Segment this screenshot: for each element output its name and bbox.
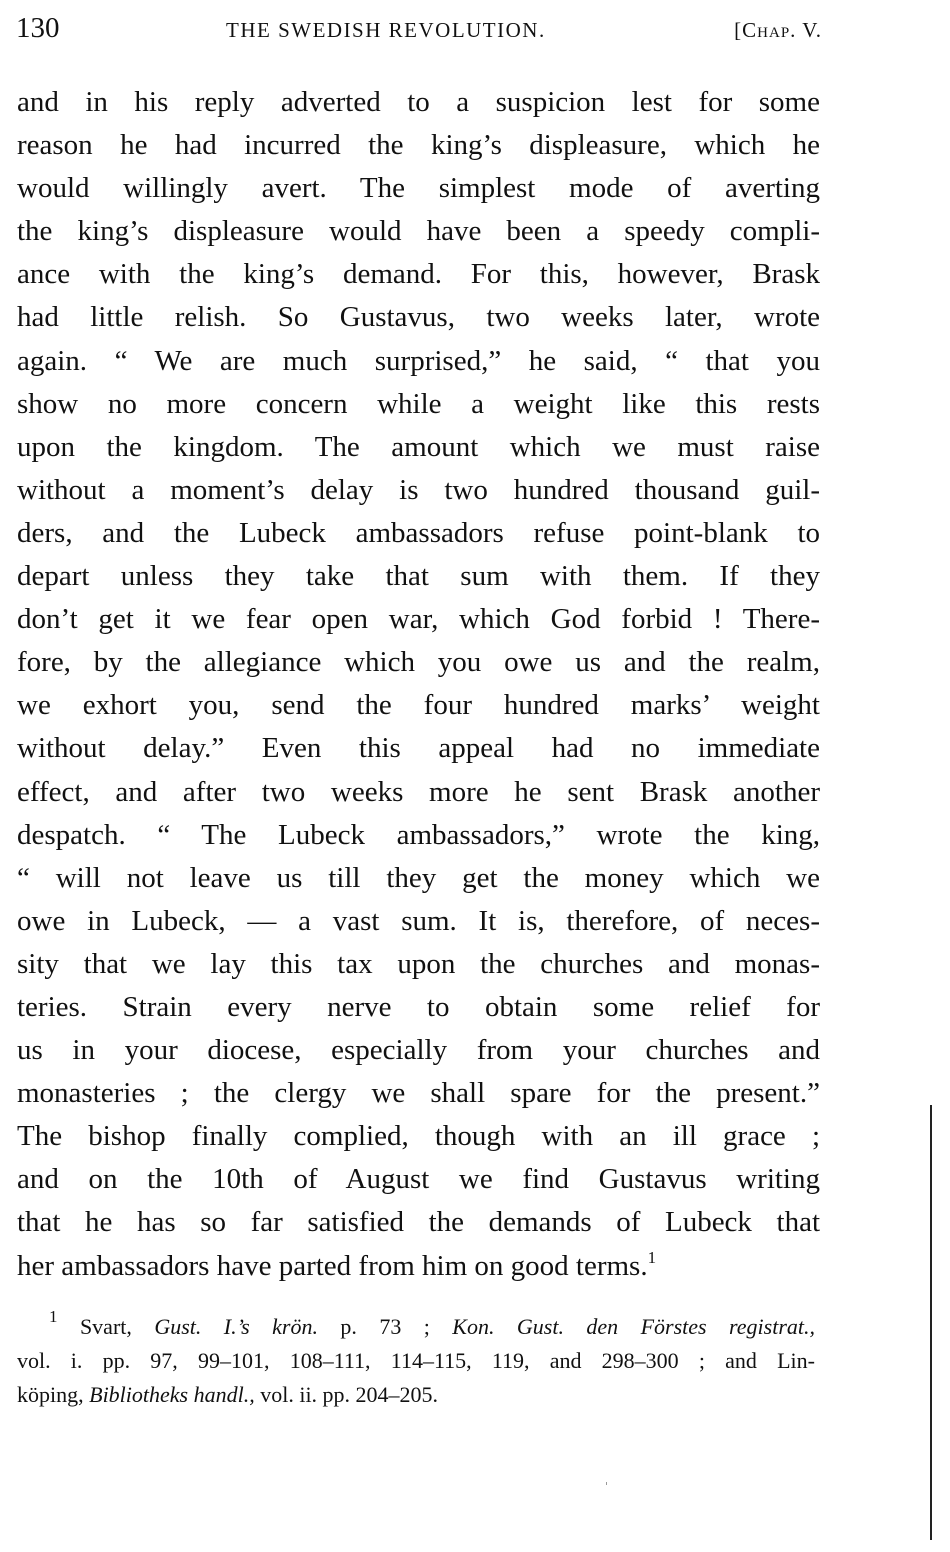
footnote-line [17, 1378, 815, 1412]
body-paragraph [17, 81, 820, 1288]
text-line: fore, by the allegiance which you owe us and the realm, [17, 646, 820, 679]
text-line: and in his reply adverted to a suspicion lest for some [17, 86, 820, 118]
text-line: that he has so far satisfied the demands of Lubeck that [17, 1206, 820, 1239]
text-line: don’t get it we fear open war, which God forbid ! There- [17, 603, 820, 636]
text-line: sity that we lay this tax upon the churches and monas- [17, 947, 820, 980]
text-line-content: her ambassadors have parted from him on good terms. [17, 1249, 648, 1282]
page-number: 130 [16, 12, 60, 44]
text-line: would willingly avert. The simplest mode of averting [17, 172, 820, 205]
text-line: without a moment’s delay is two hundred thousand guil- [17, 473, 820, 506]
text-line: reason he had incurred the king’s displeasure, which he [17, 129, 820, 162]
text-line: and on the 10th of August we find Gustavus writing [17, 1163, 820, 1196]
footnote-text: vol. ii. pp. 204–205. [254, 1382, 439, 1407]
footnote-text: Svart, [79, 1314, 155, 1339]
text-line: depart unless they take that sum with them. If they [17, 560, 820, 593]
text-line: upon the kingdom. The amount which we must raise [17, 430, 820, 463]
text-line: show no more concern while a weight like this rests [17, 387, 820, 420]
text-line: ance with the king’s demand. For this, however, Brask [17, 258, 820, 291]
text-line: “ will not leave us till they get the money which we [17, 861, 820, 894]
text-line-last [17, 1245, 820, 1288]
text-line: without delay.” Even this appeal had no immediate [17, 732, 820, 765]
footnote-marker: 1 [49, 1307, 58, 1326]
footnote-line: vol. i. pp. 97, 99–101, 108–111, 114–115, 119, and 298–300 ; and Lin- [17, 1348, 815, 1373]
footnote-line [17, 1307, 815, 1344]
footnote-title: Gust. I.’s krön. [154, 1314, 318, 1339]
text-line: the king’s displeasure would have been a speedy compli- [17, 215, 820, 248]
text-line: we exhort you, send the four hundred marks’ weight [17, 689, 820, 722]
text-line: The bishop finally complied, though with an ill grace ; [17, 1120, 820, 1153]
footnote [17, 1307, 815, 1412]
text-line: owe in Lubeck, — a vast sum. It is, therefore, of neces- [17, 904, 820, 937]
chapter-reference: [Chap. V. [734, 18, 822, 42]
text-line: teries. Strain every nerve to obtain some relief for [17, 990, 820, 1023]
text-line: monasteries ; the clergy we shall spare for the present.” [17, 1077, 820, 1110]
scan-speck [606, 1482, 607, 1485]
footnote-title: Kon. Gust. den Förstes registrat., [452, 1314, 815, 1339]
text-line: had little relish. So Gustavus, two weeks later, wrote [17, 301, 820, 334]
footnote-reference[interactable]: 1 [647, 1247, 657, 1267]
text-line: us in your diocese, especially from your churches and [17, 1034, 820, 1067]
running-title: THE SWEDISH REVOLUTION. [226, 18, 546, 42]
text-line: despatch. “ The Lubeck ambassadors,” wrote the king, [17, 818, 820, 851]
footnote-title: Bibliotheks handl., [89, 1382, 255, 1407]
text-line: effect, and after two weeks more he sent Brask another [17, 775, 820, 808]
text-line: again. “ We are much surprised,” he said, “ that you [17, 344, 820, 377]
text-line: ders, and the Lubeck ambassadors refuse point-blank to [17, 516, 820, 549]
running-header [16, 8, 822, 48]
page-edge-line [930, 1105, 932, 1540]
footnote-text: köping, [17, 1382, 90, 1407]
footnote-text: p. 73 ; [317, 1314, 453, 1339]
